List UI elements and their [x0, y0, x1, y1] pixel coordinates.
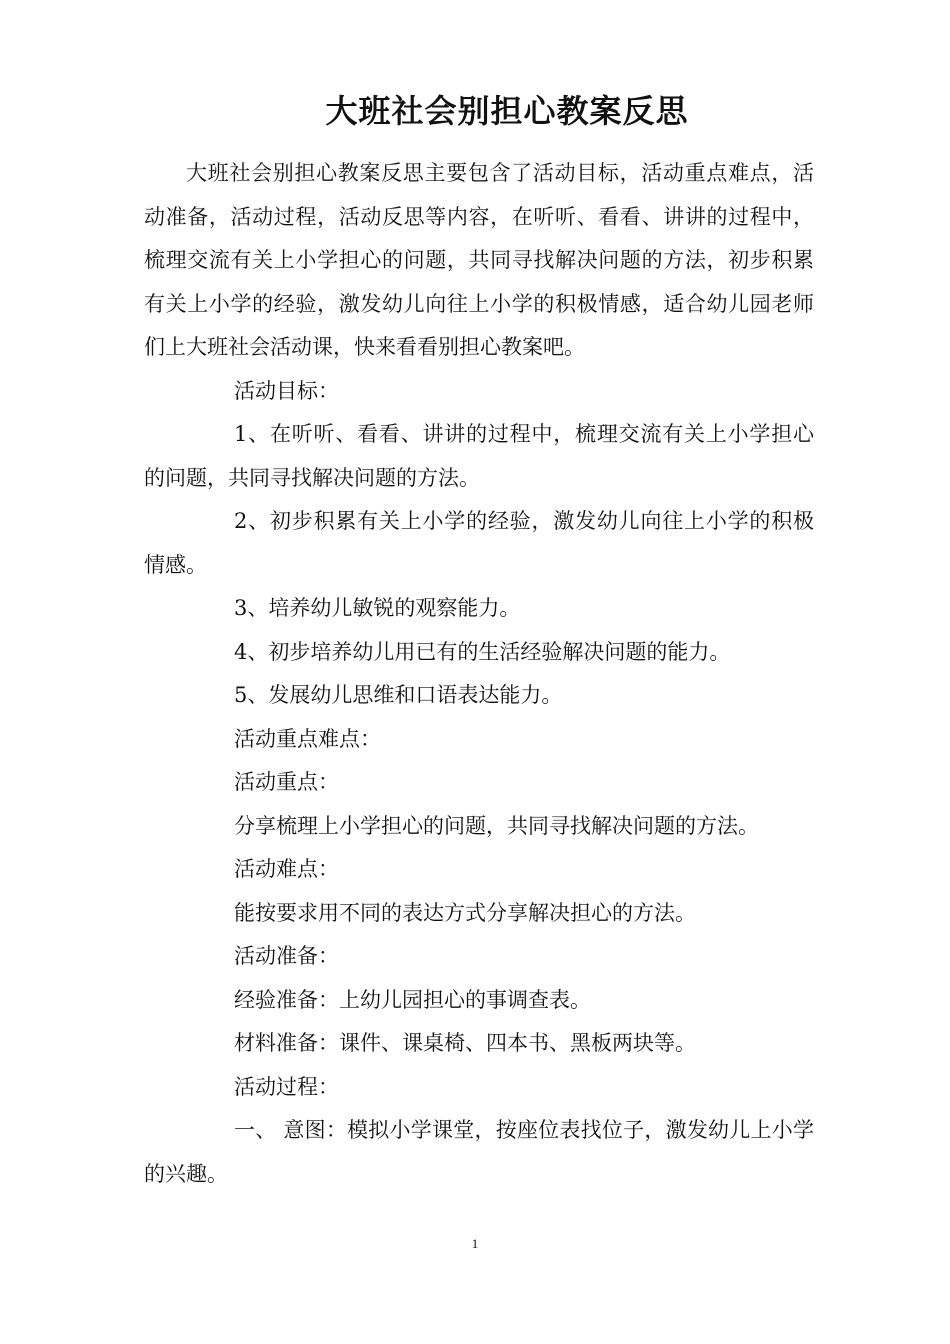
goal-item-4: 4、初步培养幼儿用已有的生活经验解决问题的能力。 — [234, 639, 731, 664]
process-step-1: 一、 意图：模拟小学课堂，按座位表找位子，激发幼儿上小学的兴趣。 — [144, 1118, 814, 1186]
document-body — [144, 152, 814, 1196]
preparation-heading: 活动准备： — [234, 944, 339, 968]
experience-preparation: 经验准备：上幼儿园担心的事调查表。 — [234, 987, 591, 1012]
focus-heading: 活动重点： — [234, 770, 339, 794]
page-number: 1 — [471, 1236, 479, 1251]
goal-item-2: 2、初步积累有关上小学的经验，激发幼儿向往上小学的积极情感。 — [144, 509, 814, 577]
goal-item-5: 5、发展幼儿思维和口语表达能力。 — [234, 683, 563, 707]
process-heading: 活动过程： — [234, 1074, 339, 1099]
goal-item-3: 3、培养幼儿敏锐的观察能力。 — [234, 596, 521, 620]
difficulty-heading: 活动难点： — [234, 857, 339, 881]
difficulty-text: 能按要求用不同的表达方式分享解决担心的方法。 — [234, 900, 696, 925]
intro-paragraph: 大班社会别担心教案反思主要包含了活动目标，活动重点难点，活动准备，活动过程，活动反思等内容，在听听、看看、讲讲的过程中，梳理交流有关上小学担心的问题，共同寻找解决问题的方法，初步积累有关上小学的经验，激发幼儿向往上小学的积极情感，适合幼儿园老师们上大班社会活动课，快来看看别担心教案吧。 — [144, 161, 814, 359]
key-points-heading: 活动重点难点： — [234, 726, 381, 751]
material-preparation: 材料准备：课件、课桌椅、四本书、黑板两块等。 — [234, 1031, 696, 1055]
focus-text: 分享梳理上小学担心的问题，共同寻找解决问题的方法。 — [234, 813, 759, 838]
document-title: 大班社会别担心教案反思 — [325, 92, 689, 130]
goal-item-1: 1、在听听、看看、讲讲的过程中，梳理交流有关上小学担心的问题，共同寻找解决问题的方法。 — [144, 422, 814, 490]
goals-heading: 活动目标： — [234, 378, 339, 403]
